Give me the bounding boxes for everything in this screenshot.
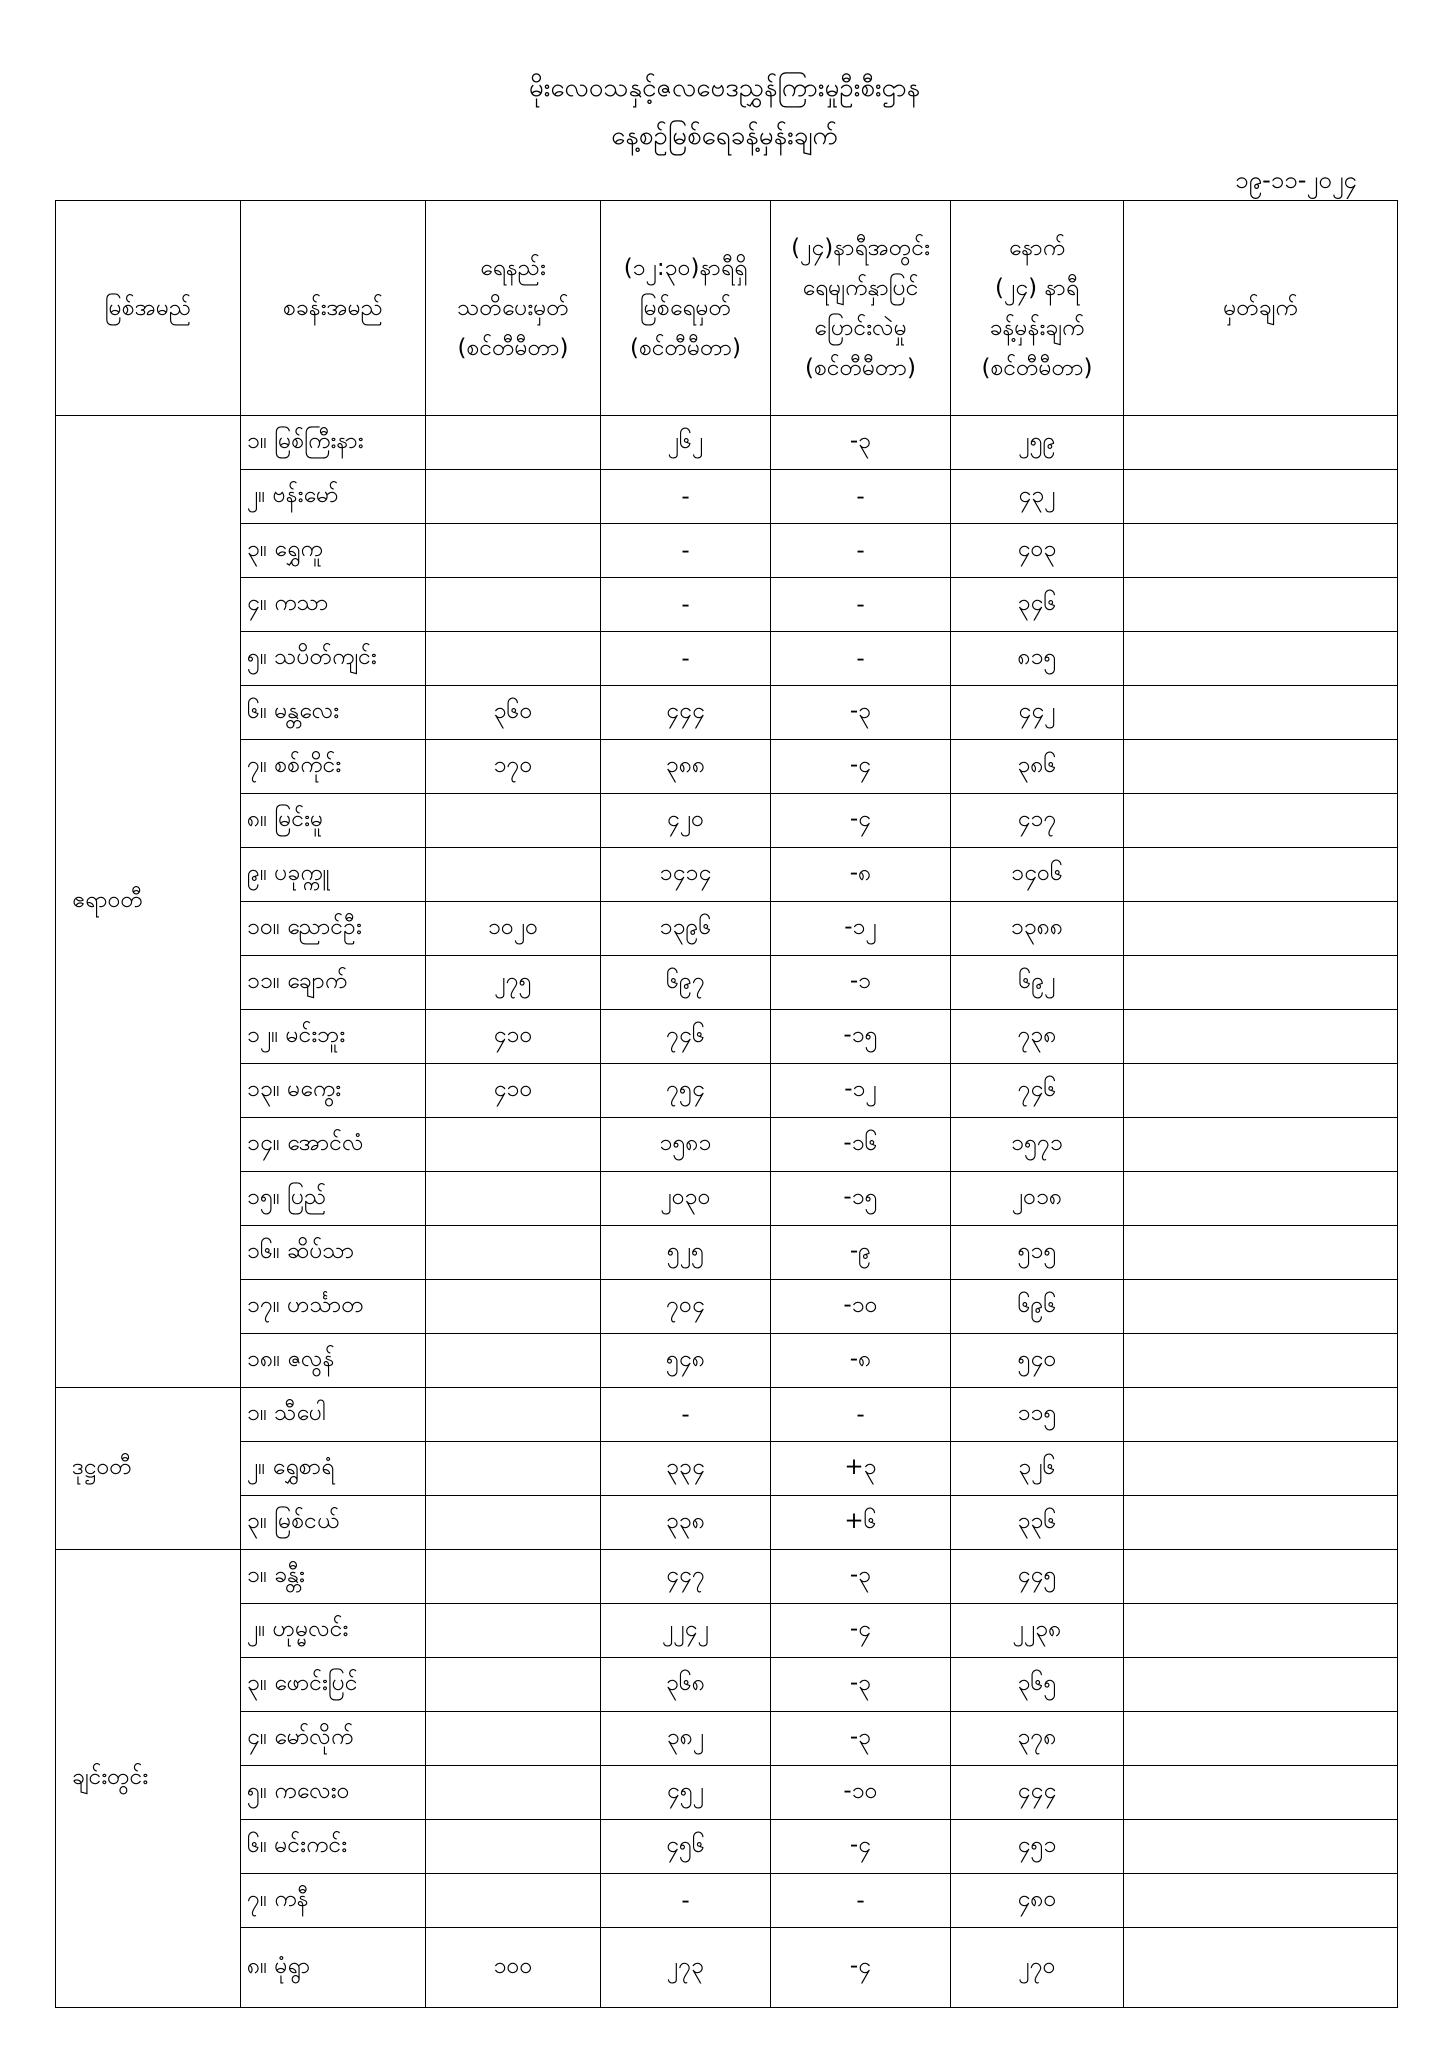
warning-level-cell: [426, 794, 601, 848]
water-level-cell: ၄၅၆: [601, 1820, 771, 1874]
table-row: [56, 1334, 1398, 1388]
col-header-forecast: [951, 201, 1124, 416]
level-change-cell: -၈: [771, 848, 951, 902]
station-name-cell: ၅။ သပိတ်ကျင်း: [241, 632, 426, 686]
water-level-cell: ၂၇၃: [601, 1928, 771, 2008]
warning-level-cell: [426, 1712, 601, 1766]
remarks-cell: [1124, 1010, 1398, 1064]
table-row: [56, 1658, 1398, 1712]
forecast-cell: ၁၄၀၆: [951, 848, 1124, 902]
col-header-change: [771, 201, 951, 416]
table-row: [56, 1226, 1398, 1280]
report-date: ၁၉-၁၁-၂၀၂၄: [1235, 166, 1357, 194]
table-row: [56, 1604, 1398, 1658]
station-name-cell: ၁၂။ မင်းဘူး: [241, 1010, 426, 1064]
remarks-cell: [1124, 1064, 1398, 1118]
warning-level-cell: ၄၁၀: [426, 1010, 601, 1064]
station-name-cell: ၈။ မြင်းမူ: [241, 794, 426, 848]
forecast-cell: ၆၉၂: [951, 956, 1124, 1010]
remarks-cell: [1124, 1226, 1398, 1280]
water-level-cell: -: [601, 1874, 771, 1928]
level-change-cell: -၈: [771, 1334, 951, 1388]
col-header-warning: [426, 201, 601, 416]
warning-level-cell: [426, 1658, 601, 1712]
water-level-cell: ၃၃၈: [601, 1496, 771, 1550]
station-name-cell: ၁၅။ ပြည်: [241, 1172, 426, 1226]
river-name-cell: ဧရာဝတီ: [56, 416, 241, 1388]
forecast-cell: ၄၀၃: [951, 524, 1124, 578]
warning-level-cell: [426, 578, 601, 632]
forecast-cell: ၆၉၆: [951, 1280, 1124, 1334]
river-name-cell: ဒုဋ္ဌဝတီ: [56, 1388, 241, 1550]
remarks-cell: [1124, 416, 1398, 470]
station-name-cell: ၁၁။ ချောက်: [241, 956, 426, 1010]
col-header-change-line: (စင်တီမီတာ): [804, 355, 917, 381]
river-forecast-table: [55, 200, 1398, 2008]
table-row: [56, 416, 1398, 470]
level-change-cell: -၃: [771, 416, 951, 470]
water-level-cell: ၃၃၄: [601, 1442, 771, 1496]
remarks-cell: [1124, 1172, 1398, 1226]
table-row: [56, 578, 1398, 632]
table-row: [56, 1928, 1398, 2008]
col-header-station: စခန်းအမည်: [241, 201, 426, 416]
col-header-level-line: (၁၂:၃၀)နာရီရှိ: [623, 255, 748, 281]
level-change-cell: -၃: [771, 1550, 951, 1604]
station-name-cell: ၄။ ကသာ: [241, 578, 426, 632]
water-level-cell: -: [601, 470, 771, 524]
water-level-cell: ၃၆၈: [601, 1658, 771, 1712]
table-row: [56, 1550, 1398, 1604]
water-level-cell: ၄၄၇: [601, 1550, 771, 1604]
water-level-cell: -: [601, 1388, 771, 1442]
water-level-cell: ၇၄၆: [601, 1010, 771, 1064]
table-header-row: [56, 201, 1398, 416]
col-header-level-line: မြစ်ရေမှတ်: [639, 295, 732, 321]
col-header-level: [601, 201, 771, 416]
forecast-cell: ၇၃၈: [951, 1010, 1124, 1064]
remarks-cell: [1124, 1874, 1398, 1928]
table-row: [56, 794, 1398, 848]
warning-level-cell: [426, 1388, 601, 1442]
warning-level-cell: ၄၁၀: [426, 1064, 601, 1118]
warning-level-cell: [426, 1496, 601, 1550]
table-row: [56, 1064, 1398, 1118]
col-header-change-line: ပြောင်းလဲမှု: [814, 315, 907, 341]
remarks-cell: [1124, 632, 1398, 686]
water-level-cell: ၁၅၈၁: [601, 1118, 771, 1172]
forecast-cell: ၂၅၉: [951, 416, 1124, 470]
table-row: [56, 524, 1398, 578]
warning-level-cell: [426, 1550, 601, 1604]
remarks-cell: [1124, 1712, 1398, 1766]
station-name-cell: ၇။ ကနီ: [241, 1874, 426, 1928]
level-change-cell: -၁၂: [771, 902, 951, 956]
col-header-forecast-line: နောက်: [1008, 235, 1066, 261]
table-row: [56, 686, 1398, 740]
level-change-cell: -၄: [771, 740, 951, 794]
remarks-cell: [1124, 1820, 1398, 1874]
warning-level-cell: [426, 470, 601, 524]
remarks-cell: [1124, 848, 1398, 902]
remarks-cell: [1124, 470, 1398, 524]
station-name-cell: ၁၀။ ညောင်ဦး: [241, 902, 426, 956]
forecast-cell: ၂၂၃၈: [951, 1604, 1124, 1658]
col-header-warning-line: (စင်တီမီတာ): [457, 335, 569, 361]
water-level-cell: ၂၀၃၀: [601, 1172, 771, 1226]
forecast-cell: ၃၈၆: [951, 740, 1124, 794]
forecast-cell: ၄၄၄: [951, 1766, 1124, 1820]
warning-level-cell: ၁၀၀: [426, 1928, 601, 2008]
forecast-cell: ၄၃၂: [951, 470, 1124, 524]
remarks-cell: [1124, 1280, 1398, 1334]
level-change-cell: -၄: [771, 1604, 951, 1658]
warning-level-cell: [426, 1172, 601, 1226]
level-change-cell: -၉: [771, 1226, 951, 1280]
station-name-cell: ၁၄။ အောင်လံ: [241, 1118, 426, 1172]
station-name-cell: ၃။ ဖောင်းပြင်: [241, 1658, 426, 1712]
forecast-cell: ၅၁၅: [951, 1226, 1124, 1280]
water-level-cell: ၅၄၈: [601, 1334, 771, 1388]
warning-level-cell: [426, 524, 601, 578]
station-name-cell: ၈။ မုံရွာ: [241, 1928, 426, 2008]
level-change-cell: -၃: [771, 1658, 951, 1712]
col-header-change-line: (၂၄)နာရီအတွင်း: [791, 235, 930, 261]
forecast-cell: ၄၄၅: [951, 1550, 1124, 1604]
level-change-cell: -: [771, 578, 951, 632]
col-header-warning-line: ရေနည်း: [480, 255, 546, 281]
warning-level-cell: [426, 1334, 601, 1388]
remarks-cell: [1124, 740, 1398, 794]
water-level-cell: ၇၅၄: [601, 1064, 771, 1118]
station-name-cell: ၅။ ကလေးဝ: [241, 1766, 426, 1820]
table-body: [56, 416, 1398, 2008]
remarks-cell: [1124, 1118, 1398, 1172]
level-change-cell: -၁၆: [771, 1118, 951, 1172]
col-header-remarks: မှတ်ချက်: [1124, 201, 1398, 416]
level-change-cell: -၄: [771, 794, 951, 848]
water-level-cell: -: [601, 632, 771, 686]
warning-level-cell: [426, 1226, 601, 1280]
remarks-cell: [1124, 902, 1398, 956]
table-row: [56, 1280, 1398, 1334]
water-level-cell: ၆၉၇: [601, 956, 771, 1010]
station-name-cell: ၂။ ရွှေစာရံ: [241, 1442, 426, 1496]
water-level-cell: ၇၀၄: [601, 1280, 771, 1334]
water-level-cell: ၃၈၂: [601, 1712, 771, 1766]
warning-level-cell: [426, 1118, 601, 1172]
remarks-cell: [1124, 1658, 1398, 1712]
level-change-cell: +၃: [771, 1442, 951, 1496]
forecast-cell: ၂၇၀: [951, 1928, 1124, 2008]
level-change-cell: -: [771, 632, 951, 686]
forecast-cell: ၃၆၅: [951, 1658, 1124, 1712]
remarks-cell: [1124, 686, 1398, 740]
level-change-cell: -၃: [771, 1712, 951, 1766]
level-change-cell: -: [771, 1874, 951, 1928]
station-name-cell: ၇။ စစ်ကိုင်း: [241, 740, 426, 794]
water-level-cell: ၃၈၈: [601, 740, 771, 794]
col-header-forecast-line: (စင်တီမီတာ): [981, 355, 1093, 381]
report-title: နေ့စဉ်မြစ်ရေခန့်မှန်းချက်: [611, 121, 838, 151]
forecast-cell: ၃၄၆: [951, 578, 1124, 632]
remarks-cell: [1124, 1766, 1398, 1820]
station-name-cell: ၁။ သီပေါ: [241, 1388, 426, 1442]
forecast-cell: ၈၁၅: [951, 632, 1124, 686]
remarks-cell: [1124, 1928, 1398, 2008]
water-level-cell: ၁၄၁၄: [601, 848, 771, 902]
col-header-forecast-line: (၂၄) နာရီ: [994, 275, 1080, 301]
station-name-cell: ၁၃။ မကွေး: [241, 1064, 426, 1118]
forecast-cell: ၄၁၇: [951, 794, 1124, 848]
table-row: [56, 1388, 1398, 1442]
water-level-cell: ၁၃၉၆: [601, 902, 771, 956]
warning-level-cell: ၁၇၀: [426, 740, 601, 794]
water-level-cell: -: [601, 524, 771, 578]
forecast-cell: ၂၀၁၈: [951, 1172, 1124, 1226]
table-row: [56, 1712, 1398, 1766]
warning-level-cell: [426, 632, 601, 686]
level-change-cell: -၁၂: [771, 1064, 951, 1118]
level-change-cell: -၁၅: [771, 1172, 951, 1226]
water-level-cell: ၄၄၄: [601, 686, 771, 740]
forecast-cell: ၄၄၂: [951, 686, 1124, 740]
remarks-cell: [1124, 1496, 1398, 1550]
water-level-cell: -: [601, 578, 771, 632]
remarks-cell: [1124, 1388, 1398, 1442]
forecast-cell: ၇၄၆: [951, 1064, 1124, 1118]
level-change-cell: -: [771, 524, 951, 578]
station-name-cell: ၁၈။ ဇလွန်: [241, 1334, 426, 1388]
river-name-cell: ချင်းတွင်း: [56, 1550, 241, 2008]
water-level-cell: ၅၂၅: [601, 1226, 771, 1280]
station-name-cell: ၁၇။ ဟင်္သာတ: [241, 1280, 426, 1334]
col-header-warning-line: သတိပေးမှတ်: [457, 295, 569, 321]
station-name-cell: ၄။ မော်လိုက်: [241, 1712, 426, 1766]
level-change-cell: -၄: [771, 1928, 951, 2008]
table-row: [56, 1496, 1398, 1550]
warning-level-cell: ၂၇၅: [426, 956, 601, 1010]
table-row: [56, 902, 1398, 956]
station-name-cell: ၆။ မင်းကင်း: [241, 1820, 426, 1874]
forecast-cell: ၃၇၈: [951, 1712, 1124, 1766]
warning-level-cell: [426, 1766, 601, 1820]
table-row: [56, 1874, 1398, 1928]
forecast-cell: ၁၃၈၈: [951, 902, 1124, 956]
warning-level-cell: [426, 848, 601, 902]
station-name-cell: ၃။ မြစ်ငယ်: [241, 1496, 426, 1550]
table-row: [56, 740, 1398, 794]
table-row: [56, 848, 1398, 902]
water-level-cell: ၄၅၂: [601, 1766, 771, 1820]
col-header-level-line: (စင်တီမီတာ): [629, 335, 742, 361]
warning-level-cell: ၁၀၂၀: [426, 902, 601, 956]
remarks-cell: [1124, 524, 1398, 578]
level-change-cell: -၁၀: [771, 1280, 951, 1334]
remarks-cell: [1124, 956, 1398, 1010]
col-header-forecast-line: ခန့်မှန်းချက်: [989, 315, 1085, 341]
forecast-cell: ၃၂၆: [951, 1442, 1124, 1496]
station-name-cell: ၉။ ပခုက္ကူ: [241, 848, 426, 902]
table-row: [56, 1820, 1398, 1874]
warning-level-cell: [426, 1442, 601, 1496]
table-row: [56, 1010, 1398, 1064]
warning-level-cell: [426, 1280, 601, 1334]
level-change-cell: -၁: [771, 956, 951, 1010]
warning-level-cell: [426, 1604, 601, 1658]
station-name-cell: ၃။ ရွှေကူ: [241, 524, 426, 578]
level-change-cell: -၄: [771, 1820, 951, 1874]
warning-level-cell: [426, 1874, 601, 1928]
forecast-cell: ၃၃၆: [951, 1496, 1124, 1550]
col-header-change-line: ရေမျက်နှာပြင်: [802, 275, 919, 301]
remarks-cell: [1124, 578, 1398, 632]
water-level-cell: ၂၂၄၂: [601, 1604, 771, 1658]
station-name-cell: ၁။ မြစ်ကြီးနား: [241, 416, 426, 470]
water-level-cell: ၂၆၂: [601, 416, 771, 470]
level-change-cell: -၃: [771, 686, 951, 740]
level-change-cell: +၆: [771, 1496, 951, 1550]
table-row: [56, 956, 1398, 1010]
forecast-cell: ၁၅၇၁: [951, 1118, 1124, 1172]
remarks-cell: [1124, 794, 1398, 848]
level-change-cell: -: [771, 470, 951, 524]
forecast-cell: ၄၅၁: [951, 1820, 1124, 1874]
level-change-cell: -၁၅: [771, 1010, 951, 1064]
table-row: [56, 1442, 1398, 1496]
warning-level-cell: ၃၆၀: [426, 686, 601, 740]
col-header-river: မြစ်အမည်: [56, 201, 241, 416]
remarks-cell: [1124, 1334, 1398, 1388]
station-name-cell: ၂။ ဗန်းမော်: [241, 470, 426, 524]
level-change-cell: -: [771, 1388, 951, 1442]
forecast-cell: ၄၈၀: [951, 1874, 1124, 1928]
station-name-cell: ၁။ ခန္တီး: [241, 1550, 426, 1604]
level-change-cell: -၁၀: [771, 1766, 951, 1820]
table-row: [56, 1766, 1398, 1820]
remarks-cell: [1124, 1550, 1398, 1604]
warning-level-cell: [426, 416, 601, 470]
remarks-cell: [1124, 1442, 1398, 1496]
remarks-cell: [1124, 1604, 1398, 1658]
table-row: [56, 470, 1398, 524]
table-row: [56, 1118, 1398, 1172]
department-title: မိုးလေဝသနှင့်ဇလဗေဒညွှန်ကြားမှုဦးစီးဌာန: [528, 73, 921, 103]
forecast-cell: ၅၄၀: [951, 1334, 1124, 1388]
forecast-cell: ၁၁၅: [951, 1388, 1124, 1442]
water-level-cell: ၄၂၀: [601, 794, 771, 848]
warning-level-cell: [426, 1820, 601, 1874]
table-row: [56, 1172, 1398, 1226]
station-name-cell: ၆။ မန္တလေး: [241, 686, 426, 740]
station-name-cell: ၂။ ဟုမ္မလင်း: [241, 1604, 426, 1658]
station-name-cell: ၁၆။ ဆိပ်သာ: [241, 1226, 426, 1280]
table-row: [56, 632, 1398, 686]
